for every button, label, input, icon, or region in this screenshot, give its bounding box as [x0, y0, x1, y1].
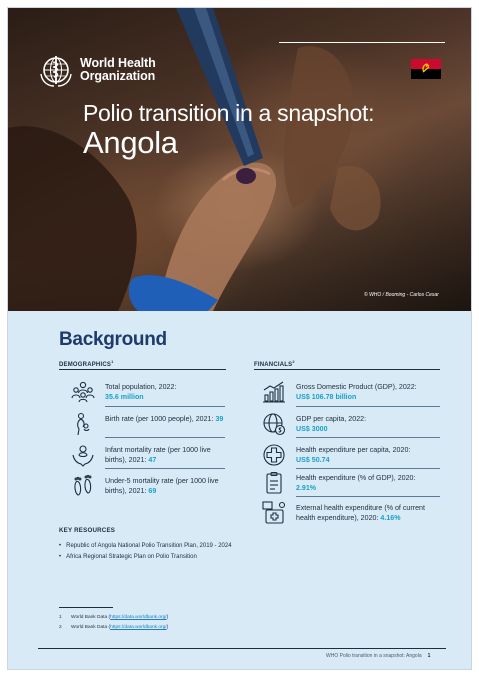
organization-name-line1: World Health: [80, 56, 156, 70]
medical-kit-icon: [262, 501, 286, 525]
row-divider: [105, 406, 225, 407]
stat-external-health-exp-text: [296, 503, 446, 523]
stat-gdp-label: Gross Domestic Product (GDP), 2022:: [296, 383, 417, 391]
footnote-2: [59, 625, 168, 630]
row-divider: [296, 468, 440, 469]
mother-baby-icon: [71, 412, 95, 436]
footer-divider: [38, 648, 446, 649]
stat-gdp-per-capita-text: [296, 414, 446, 434]
demographics-heading-text: DEMOGRAPHICS: [59, 362, 112, 368]
stat-infant-mortality-text: [105, 445, 230, 465]
clipboard-icon: [262, 471, 286, 495]
footnote-number: 1: [59, 615, 62, 620]
stat-total-population-text: [105, 382, 176, 402]
demographics-footnote-ref: 1: [111, 359, 114, 364]
page-number: 1: [427, 653, 431, 659]
stat-under5-mortality-label: Under-5 mortality rate (per 1000 live births), 2021:: [105, 477, 219, 495]
stat-health-exp-per-capita-text: [296, 445, 446, 465]
hands-baby-icon: [71, 443, 95, 467]
financials-heading-text: FINANCIALS: [254, 362, 293, 368]
row-divider: [105, 468, 225, 469]
demographics-heading: [59, 359, 114, 368]
stat-birth-rate-label: Birth rate (per 1000 people), 2021:: [105, 415, 214, 423]
stat-birth-rate-value: 39: [215, 415, 224, 423]
row-divider: [296, 496, 440, 497]
organization-name: [80, 57, 156, 83]
key-resource-link[interactable]: • Republic of Angola National Polio Transition Plan, 2019 - 2024: [59, 543, 232, 549]
who-emblem-icon: [38, 52, 74, 88]
footnote-text: World Bank Data (: [71, 625, 111, 630]
footnote-1: [59, 615, 168, 620]
key-resource-link[interactable]: • Africa Regional Strategic Plan on Polio Transition: [59, 554, 197, 560]
hero-photo: [8, 8, 472, 311]
stat-infant-mortality-label: Infant mortality rate (per 1000 live births), 2021:: [105, 446, 211, 464]
footnote-close: ): [166, 625, 169, 630]
stat-gdp-value: US$ 106.78 billion: [296, 393, 357, 401]
footnote-divider: [59, 607, 113, 608]
photo-credit: © WHO / Booming - Carlos Cesar: [364, 292, 439, 298]
footprints-icon: [71, 474, 95, 498]
page-footer: [326, 653, 430, 659]
bar-chart-icon: [262, 380, 286, 404]
report-page: [7, 7, 472, 670]
stat-total-population-label: Total population, 2022:: [105, 383, 177, 391]
stat-under5-mortality-text: [105, 476, 230, 496]
key-resources-heading: KEY RESOURCES: [59, 527, 116, 534]
financials-rule: [254, 369, 440, 370]
page-title-country: Angola: [83, 125, 178, 160]
stat-health-exp-per-capita-value: US$ 50.74: [296, 456, 330, 464]
who-logo: [38, 52, 156, 88]
stat-external-health-exp-label: External health expenditure (% of current health expenditure), 2020:: [296, 504, 425, 522]
globe-money-icon: [262, 412, 286, 436]
footnote-link[interactable]: https://data.worldbank.org/: [110, 615, 167, 620]
background-heading: Background: [59, 329, 167, 350]
financials-heading: [254, 359, 295, 368]
stat-health-exp-gdp-value: 2.91%: [296, 484, 317, 492]
organization-name-line2: Organization: [80, 69, 156, 83]
footnote-link[interactable]: https://data.worldbank.org/: [110, 625, 167, 630]
stat-gdp-per-capita-label: GDP per capita, 2022:: [296, 415, 367, 423]
stat-health-exp-per-capita-label: Health expenditure per capita, 2020:: [296, 446, 411, 454]
stat-external-health-exp-value: 4.16%: [380, 514, 401, 522]
stat-gdp-per-capita-value: US$ 3000: [296, 425, 328, 433]
stat-under5-mortality-value: 69: [148, 487, 157, 495]
stat-birth-rate-text: [105, 414, 230, 424]
footnote-close: ): [166, 615, 169, 620]
stat-infant-mortality-value: 47: [148, 456, 157, 464]
stat-total-population-value: 35.6 million: [105, 393, 144, 401]
page-title-line1: Polio transition in a snapshot:: [83, 100, 375, 126]
stat-health-exp-gdp-text: [296, 473, 446, 493]
angola-flag-icon: [411, 59, 441, 79]
stat-gdp-text: [296, 382, 446, 402]
header-divider: [279, 42, 445, 43]
stat-health-exp-gdp-label: Health expenditure (% of GDP), 2020:: [296, 474, 416, 482]
footer-text: WHO Polio transition in a snapshot: Angola: [326, 653, 422, 659]
people-group-icon: [71, 380, 95, 404]
footnote-text: World Bank Data (: [71, 615, 111, 620]
row-divider: [296, 406, 440, 407]
footnote-number: 2: [59, 625, 62, 630]
health-cross-icon: [262, 443, 286, 467]
financials-footnote-ref: 2: [292, 359, 295, 364]
demographics-rule: [59, 369, 226, 370]
row-divider: [105, 437, 225, 438]
row-divider: [296, 437, 440, 438]
